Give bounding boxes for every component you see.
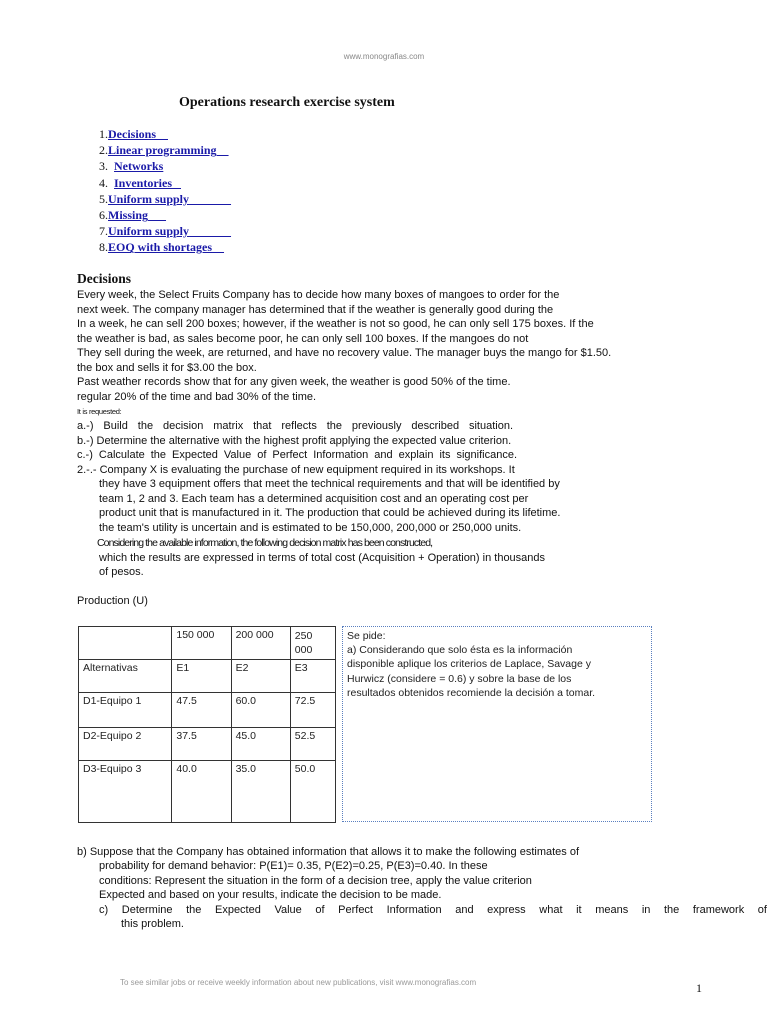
body-line: the box and sells it for $3.00 the box.: [77, 362, 257, 374]
body-line: Past weather records show that for any given week, the weather is good 50% of the time.: [77, 376, 511, 388]
table-cell: E3: [290, 660, 335, 693]
body-line: It is requested:: [77, 407, 122, 416]
table-cell: [79, 627, 172, 660]
production-label: Production (U): [77, 595, 148, 607]
toc-item: 5.Uniform supply: [99, 191, 231, 207]
table-cell: 60.0: [231, 693, 290, 728]
table-cell: 35.0: [231, 761, 290, 823]
table-row: [79, 693, 336, 728]
toc-item: 2.Linear programming: [99, 142, 231, 158]
question-2-line: the team's utility is uncertain and is estimated to be 150,000, 200,000 or 250,000 units.: [99, 522, 522, 534]
table-cell: D3-Equipo 3: [79, 761, 172, 823]
part-b-line: conditions: Represent the situation in the form of a decision tree, apply the value criterion: [99, 875, 532, 887]
table-cell: 47.5: [172, 693, 231, 728]
table-cell: 40.0: [172, 761, 231, 823]
instructions-box: [342, 626, 652, 822]
body-line: They sell during the week, are returned, and have no recovery value. The manager buys the mango for $1.50.: [77, 347, 612, 359]
table-cell: 150 000: [172, 627, 231, 660]
toc-link-missing[interactable]: Missing: [108, 208, 149, 223]
toc-link-decisions[interactable]: Decisions: [108, 127, 156, 141]
table-cell: 50.0: [290, 761, 335, 823]
section-heading: Decisions: [77, 271, 131, 286]
part-b-line: probability for demand behavior: P(E1)= 0.35, P(E2)=0.25, P(E3)=0.40. In these: [99, 860, 488, 872]
part-c-line: this problem.: [121, 918, 184, 930]
question-2-line: they have 3 equipment offers that meet the technical requirements and that will be identified by: [99, 478, 560, 490]
table-row: [79, 761, 336, 823]
body-line: Every week, the Select Fruits Company has to decide how many boxes of mangoes to order for the: [77, 289, 560, 301]
toc-link-uniform-supply-1[interactable]: Uniform supply: [108, 191, 190, 206]
toc-item: 1.Decisions: [99, 126, 231, 142]
note-line: resultados obtenidos recomiende la decisión a tomar.: [347, 686, 596, 699]
body-line: the weather is bad, as sales become poor, he can only sell 100 boxes. If the mangoes do not: [77, 333, 529, 345]
table-cell: E2: [231, 660, 290, 693]
toc-link-networks[interactable]: Networks: [114, 159, 164, 174]
toc-link-eoq-with-shortages[interactable]: EOQ with shortages: [108, 240, 213, 255]
body-line: regular 20% of the time and bad 30% of the time.: [77, 391, 317, 403]
toc-link-uniform-supply-2[interactable]: Uniform supply: [108, 224, 190, 239]
question-2: 2.-.- Company X is evaluating the purchase of new equipment required in its workshops. It: [77, 464, 515, 476]
table-cell: 250 000: [290, 627, 335, 660]
table-cell: 37.5: [172, 728, 231, 761]
note-line: disponible aplique los criterios de Laplace, Savage y: [347, 658, 591, 671]
toc-item: 3. Networks: [99, 159, 164, 174]
question-c: c.-) Calculate the Expected Value of Perfect Information and explain its significance.: [77, 449, 517, 461]
table-cell: D1-Equipo 1: [79, 693, 172, 728]
toc-item: 7.Uniform supply: [99, 223, 231, 239]
question-2-line: which the results are expressed in terms of total cost (Acquisition + Operation) in thousands: [99, 552, 546, 564]
toc-link-inventories[interactable]: Inventories: [114, 175, 172, 190]
table-cell: 72.5: [290, 693, 335, 728]
table-cell: E1: [172, 660, 231, 693]
toc-item: 8.EOQ with shortages: [99, 239, 231, 255]
table-row: [79, 660, 336, 693]
toc-link-linear-programming[interactable]: Linear programming: [108, 143, 217, 158]
page-number: 1: [696, 981, 702, 995]
question-2-line: team 1, 2 and 3. Each team has a determined acquisition cost and an operating cost per: [99, 493, 529, 505]
part-b-line: Expected and based on your results, indicate the decision to be made.: [99, 889, 442, 901]
header-url: www.monografias.com: [343, 52, 425, 61]
part-b-line: b) Suppose that the Company has obtained information that allows it to make the following estimates of: [77, 846, 580, 858]
table-cell: 52.5: [290, 728, 335, 761]
body-line: next week. The company manager has determined that if the weather is generally good during the: [77, 304, 554, 316]
table-cell: D2-Equipo 2: [79, 728, 172, 761]
table-cell: 200 000: [231, 627, 290, 660]
table-row: [79, 627, 336, 660]
note-line: Se pide:: [347, 630, 386, 642]
toc-item: 4. Inventories: [99, 175, 231, 191]
decision-matrix: [78, 626, 336, 823]
part-c-line: c) Determine the Expected Value of Perfect Information and express what it means in the framework of: [99, 904, 767, 916]
table-of-contents: [99, 126, 231, 256]
table-row: [79, 728, 336, 761]
body-line: In a week, he can sell 200 boxes; however, if the weather is not so good, he can only sell 175 boxes. If the: [77, 318, 594, 330]
question-2-line: Considering the available information, the following decision matrix has been constructed,: [97, 537, 433, 549]
note-line: a) Considerando que solo ésta es la información: [347, 644, 573, 657]
table-cell: Alternativas: [79, 660, 172, 693]
page-title: Operations research exercise system: [179, 95, 395, 110]
toc-item: 6.Missing: [99, 207, 231, 223]
note-line: Hurwicz (considere = 0.6) y sobre la base de los: [347, 672, 572, 685]
question-2-line: of pesos.: [99, 566, 144, 578]
question-a: a.-) Build the decision matrix that reflects the previously described situation.: [77, 420, 513, 432]
question-2-line: product unit that is manufactured in it. The production that could be achieved during its lifetime.: [99, 507, 561, 519]
table-cell: 45.0: [231, 728, 290, 761]
question-b: b.-) Determine the alternative with the highest profit applying the expected value criterion.: [77, 435, 512, 447]
footer-note: To see similar jobs or receive weekly information about new publications, visit www.monografias.com: [120, 978, 477, 987]
